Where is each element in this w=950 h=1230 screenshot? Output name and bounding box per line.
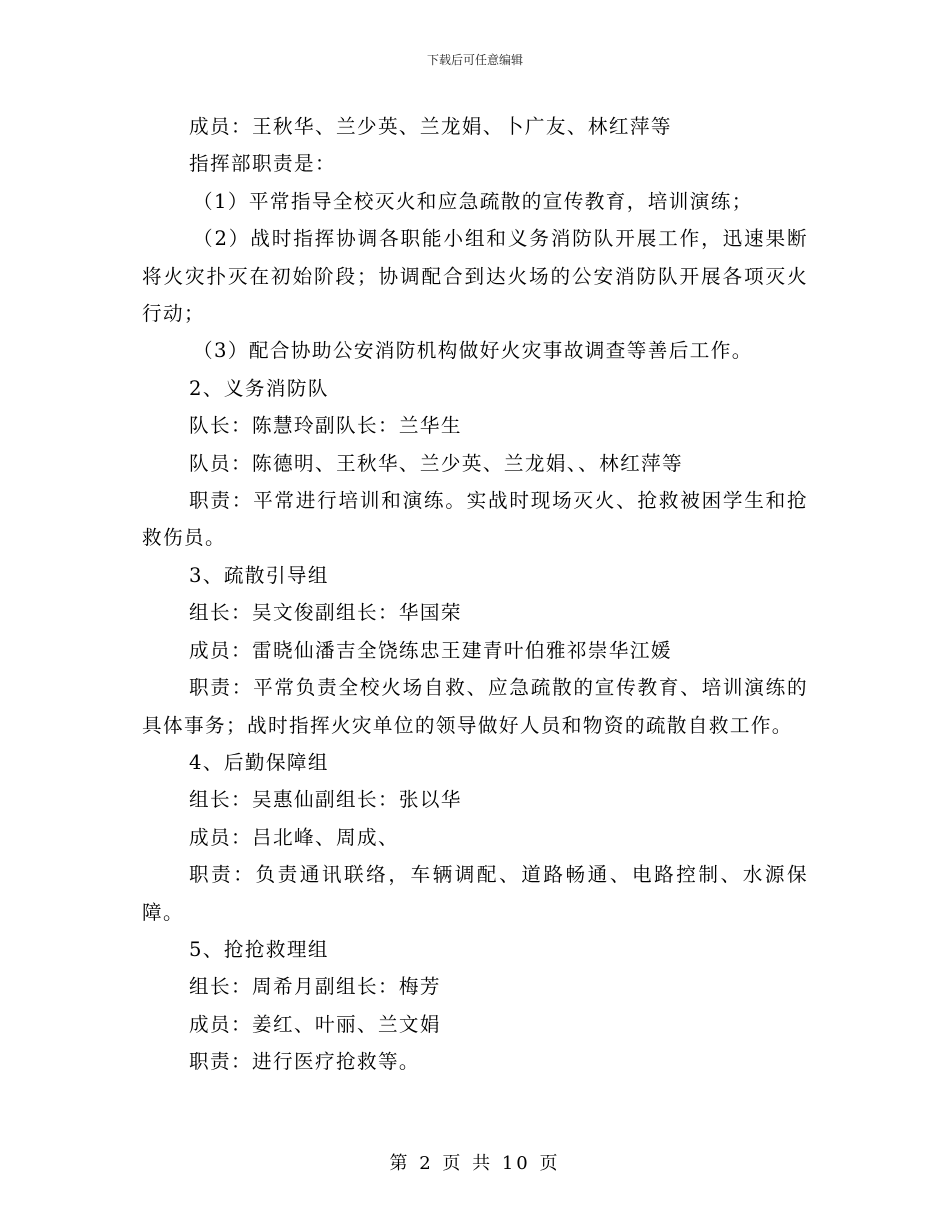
paragraph: 组长：吴惠仙副组长：张以华 (189, 788, 462, 812)
paragraph: （1）平常指导全校灭火和应急疏散的宣传教育，培训演练； (193, 189, 753, 213)
paragraph: 职责：平常进行培训和演练。实战时现场灭火、抢救被困学生和抢救伤员。 (142, 489, 808, 550)
paragraph: 成员：雷晓仙潘吉全饶练忠王建青叶伯雅祁崇华江媛 (189, 638, 672, 662)
page-footer: 第 2 页 共 10 页 (389, 1153, 561, 1174)
paragraph: 职责：进行医疗抢救等。 (189, 1050, 420, 1074)
paragraph: （3）配合协助公安消防机构做好火灾事故调查等善后工作。 (193, 339, 753, 363)
paragraph: 队长：陈慧玲副队长：兰华生 (189, 414, 462, 438)
paragraph: 队员：陈德明、王秋华、兰少英、兰龙娟、、林红萍等 (189, 451, 684, 475)
paragraph: 指挥部职责是： (189, 152, 336, 176)
paragraph: 成员：吕北峰、周成、 (189, 825, 399, 849)
section-heading: 2、义务消防队 (189, 376, 329, 400)
paragraph: 成员：王秋华、兰少英、兰龙娟、卜广友、林红萍等 (189, 115, 672, 138)
section-heading: 5、抢抢救理组 (189, 937, 329, 961)
paragraph: 组长：周希月副组长：梅芳 (189, 975, 441, 999)
section-heading: 3、疏散引导组 (189, 563, 329, 587)
paragraph: 组长：吴文俊副组长：华国荣 (189, 601, 462, 625)
page-header: 下载后可任意编辑 (426, 53, 523, 67)
paragraph: 成员：姜红、叶丽、兰文娟 (189, 1012, 441, 1036)
section-heading: 4、后勤保障组 (189, 750, 329, 774)
paragraph: 职责：平常负责全校火场自救、应急疏散的宣传教育、培训演练的具体事务；战时指挥火灾单位的领导做好人员和物资的疏散自救工作。 (142, 676, 808, 737)
document-body (142, 108, 808, 1081)
paragraph: 职责：负责通讯联络，车辆调配、道路畅通、电路控制、水源保障。 (142, 863, 808, 924)
paragraph: （2）战时指挥协调各职能小组和义务消防队开展工作，迅速果断将火灾扑灭在初始阶段；协调配合到达火场的公安消防队开展各项灭火行动； (142, 227, 808, 326)
